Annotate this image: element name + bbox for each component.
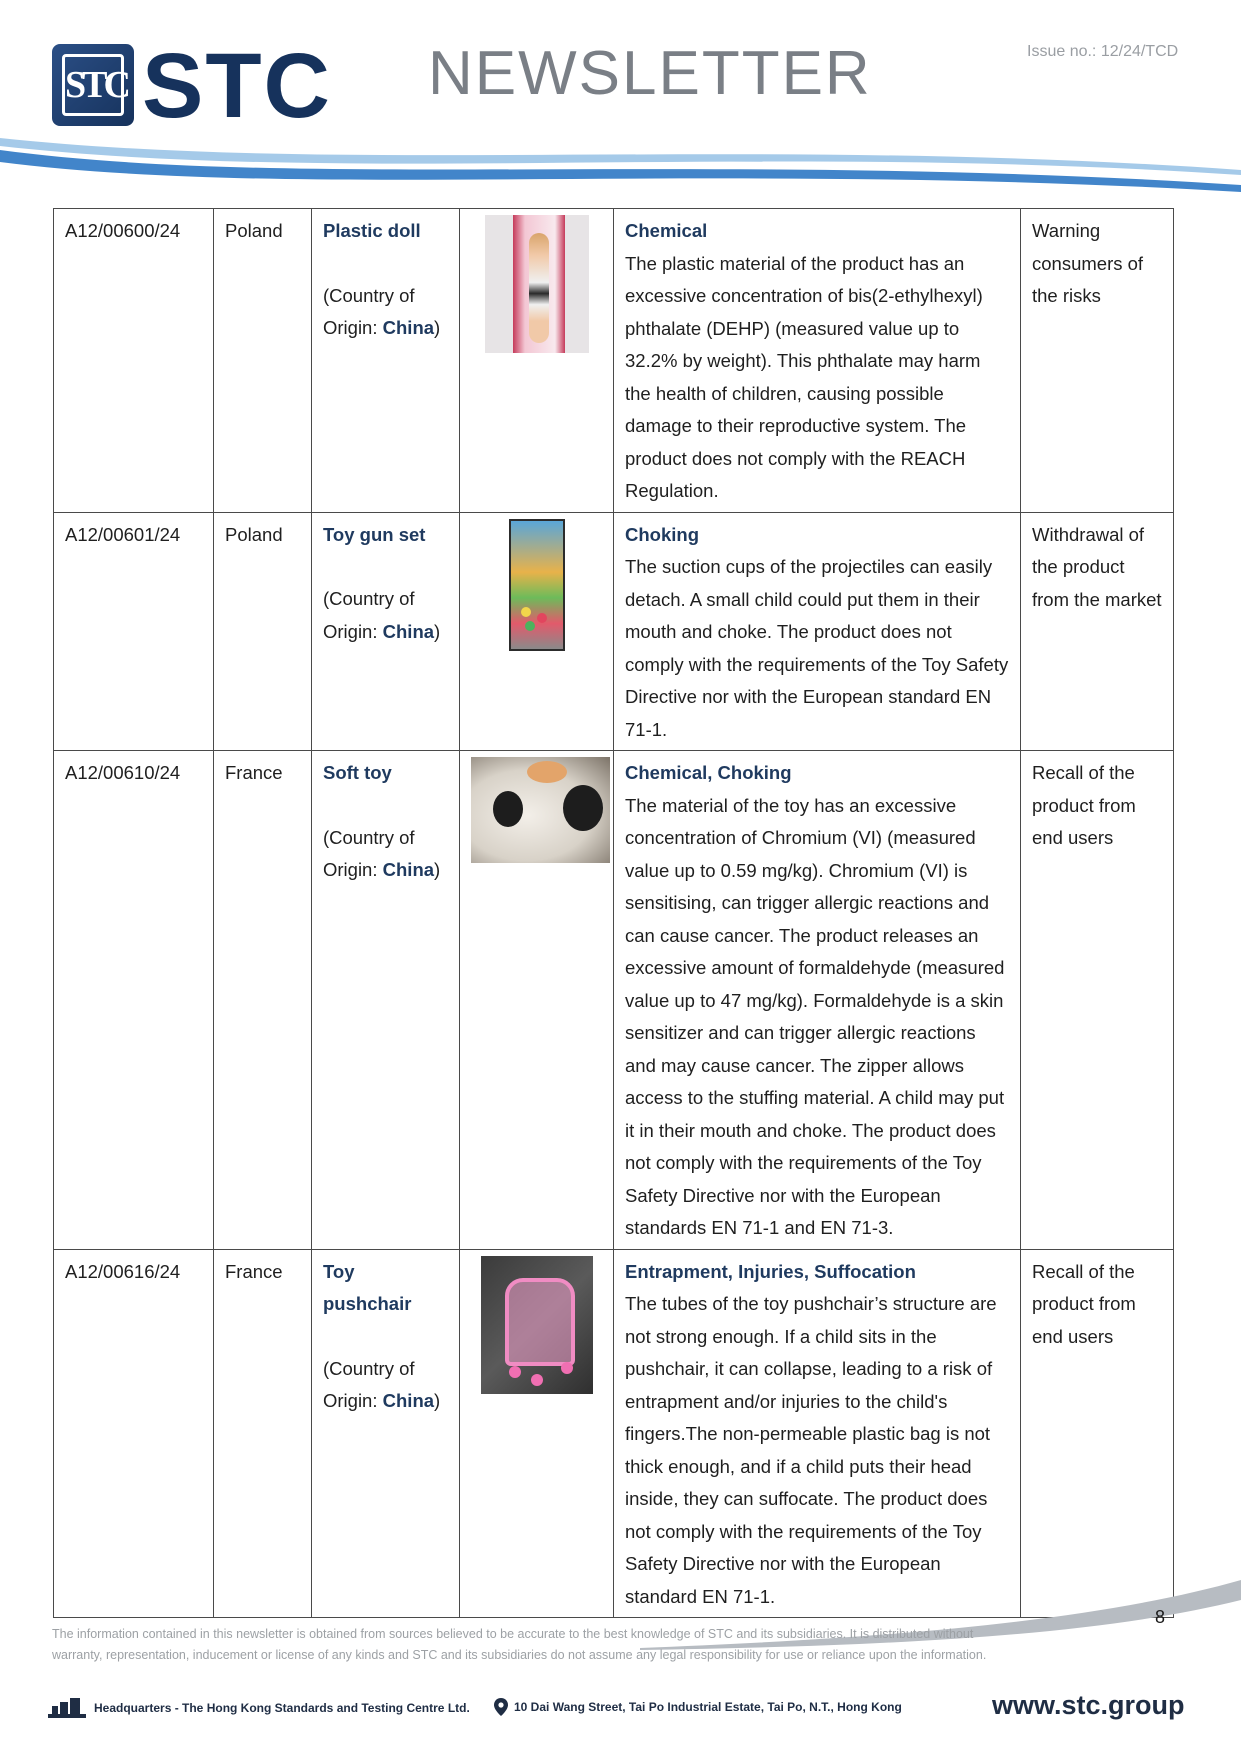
- stc-monogram-icon: STC: [52, 44, 134, 126]
- origin-line: Origin: China): [323, 317, 441, 338]
- issue-number: Issue no.: 12/24/TCD: [1027, 43, 1179, 60]
- disclaimer-text: The information contained in this newsletter is obtained from sources believed to be accurate to the best knowledge of STC and its subsidiaries. It is distributed without warranty, representation, inducement or license of any kinds and STC and its subsidiaries do not assume any legal responsibility for use or reliance upon the information.: [52, 1627, 987, 1662]
- origin-label-line1: (Country of: [323, 1357, 415, 1379]
- stc-logo-text: STC: [142, 35, 332, 137]
- header-swoosh-decoration: [0, 130, 1241, 200]
- product-cell: [312, 1249, 460, 1618]
- product-image-cell: [460, 751, 614, 1250]
- notifying-country: Poland: [214, 512, 312, 751]
- stc-logo: [52, 35, 352, 137]
- origin-label: Origin:: [323, 620, 383, 642]
- origin-label-line1: (Country of: [323, 826, 415, 848]
- plastic-doll-photo: [485, 215, 589, 353]
- risk-type: Chemical, Choking: [625, 762, 792, 783]
- address-info: [494, 1698, 902, 1716]
- table-row: [54, 209, 1174, 513]
- product-name: Plastic doll: [323, 220, 421, 241]
- product-cell: [312, 751, 460, 1250]
- product-name: Toy pushchair: [323, 1260, 412, 1314]
- recall-table: [53, 208, 1174, 1618]
- origin-country: China: [382, 1390, 435, 1411]
- reference-number: A12/00610/24: [54, 751, 214, 1250]
- toy-pushchair-photo: [481, 1256, 593, 1394]
- origin-country: China: [382, 620, 435, 642]
- origin-country: China: [382, 317, 435, 338]
- soft-toy-photo: [471, 757, 610, 863]
- page-number: 8: [1155, 1607, 1166, 1627]
- origin-label: Origin:: [323, 859, 383, 880]
- risk-type: Choking: [625, 523, 699, 545]
- origin-line: Origin: China): [323, 620, 441, 642]
- product-image-cell: [460, 1249, 614, 1618]
- notifying-country: France: [214, 751, 312, 1250]
- risk-cell: [614, 1249, 1021, 1618]
- measures-taken: Withdrawal of the product from the market: [1021, 512, 1174, 751]
- origin-line: Origin: China): [323, 859, 441, 880]
- measures-taken: Warning consumers of the risks: [1021, 209, 1174, 513]
- risk-type: Entrapment, Injuries, Suffocation: [625, 1260, 916, 1282]
- origin-line: Origin: China): [323, 1390, 441, 1411]
- measures-taken: Recall of the product from end users: [1021, 1249, 1174, 1618]
- reference-number: A12/00600/24: [54, 209, 214, 513]
- origin-label: Origin:: [323, 1390, 383, 1411]
- product-cell: [312, 209, 460, 513]
- measures-taken: Recall of the product from end users: [1021, 751, 1174, 1250]
- table-row: [54, 751, 1174, 1250]
- risk-cell: [614, 751, 1021, 1250]
- table-row: [54, 512, 1174, 751]
- reference-number: A12/00616/24: [54, 1249, 214, 1618]
- risk-cell: [614, 512, 1021, 751]
- address-label: 10 Dai Wang Street, Tai Po Industrial Estate, Tai Po, N.T., Hong Kong: [514, 1700, 902, 1714]
- risk-description: The tubes of the toy pushchair’s structure are not strong enough. If a child sits in the pushchair, it can collapse, leading to a risk of entrapment and/or injuries to the child's fingers.The non-permeable plastic bag is not thick enough, and if a child puts their head inside, they can suffocate. The product does not comply with the requirements of the Toy Safety Directive nor with the European standard EN 71-1.: [625, 1293, 997, 1607]
- notifying-country: Poland: [214, 209, 312, 513]
- risk-description: The plastic material of the product has an excessive concentration of bis(2-ethylhexyl) phthalate (DEHP) (measured value up to 32.2% by weight). This phthalate may harm the health of children, causing possible damage to their reproductive system. The product does not comply with the REACH Regulation.: [625, 252, 983, 501]
- origin-label-line1: (Country of: [323, 588, 415, 609]
- product-name: Toy gun set: [323, 523, 426, 545]
- toy-gun-set-photo: [509, 519, 565, 651]
- product-image-cell: [460, 512, 614, 751]
- location-pin-icon: [494, 1698, 508, 1716]
- headquarters-info: [48, 1698, 470, 1718]
- origin-label-line1: (Country of: [323, 284, 415, 306]
- reference-number: A12/00601/24: [54, 512, 214, 751]
- risk-description: The suction cups of the projectiles can easily detach. A small child could put them in their mouth and choke. The product does not comply with the requirements of the Toy Safety Directive nor with the European standard EN 71-1.: [625, 556, 1009, 740]
- website-link[interactable]: www.stc.group: [992, 1690, 1185, 1720]
- product-name: Soft toy: [323, 762, 392, 783]
- origin-label: Origin:: [323, 317, 383, 338]
- origin-country: China: [382, 859, 435, 880]
- product-image-cell: [460, 209, 614, 513]
- risk-cell: [614, 209, 1021, 513]
- risk-type: Chemical: [625, 220, 708, 241]
- headquarters-label: Headquarters - The Hong Kong Standards and Testing Centre Ltd.: [94, 1701, 470, 1715]
- risk-description: The material of the toy has an excessive concentration of Chromium (VI) (measured value up to 0.59 mg/kg). Chromium (VI) is sensitising, can trigger allergic reactions and can cause cancer. The product releases an excessive amount of formaldehyde (measured value up to 47 mg/kg). Formaldehyde is a skin sensitizer and can trigger allergic reactions and may cause cancer. The zipper allows access to the stuffing material. A child may put it in their mouth and choke. The product does not comply with the requirements of the Toy Safety Directive nor with the European standards EN 71-1 and EN 71-3.: [625, 794, 1005, 1238]
- building-icon: [48, 1698, 86, 1718]
- product-cell: [312, 512, 460, 751]
- newsletter-header: [0, 0, 1241, 200]
- newsletter-title: NEWSLETTER: [428, 39, 872, 108]
- table-row: [54, 1249, 1174, 1618]
- notifying-country: France: [214, 1249, 312, 1618]
